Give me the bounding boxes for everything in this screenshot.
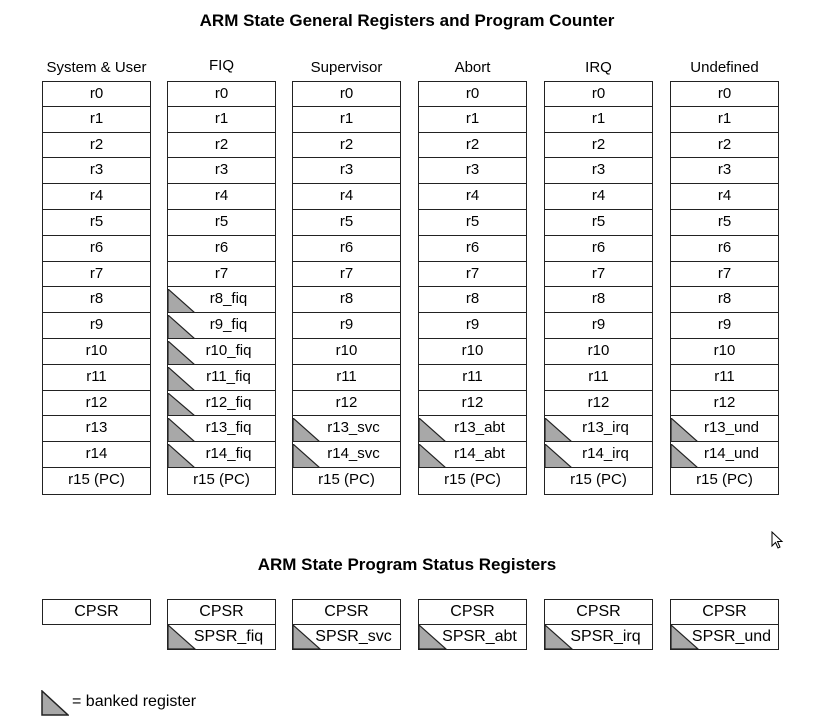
register-label: r8_fiq [209, 290, 248, 308]
register-label: r9 [89, 316, 104, 334]
register-label: r0 [591, 85, 606, 102]
register-cell [418, 106, 527, 134]
psr-label: SPSR_abt [442, 628, 517, 645]
register-label: r6 [717, 239, 732, 257]
register-label: r1 [89, 110, 104, 128]
banked-register-icon [545, 444, 573, 468]
register-label: r6 [339, 239, 354, 257]
register-label: r11 [462, 368, 483, 386]
register-cell [42, 209, 151, 237]
register-cell [418, 81, 527, 109]
register-cell [418, 132, 527, 159]
register-label: r13_irq [582, 419, 629, 437]
column-header: System & User [46, 59, 147, 76]
register-label: r15 (PC) [68, 471, 125, 489]
register-cell [42, 441, 151, 469]
register-label: r15 (PC) [318, 471, 375, 489]
register-label: r4 [339, 187, 354, 205]
register-cell [292, 183, 401, 211]
psr-label: CPSR [74, 603, 119, 620]
register-label: r2 [465, 136, 480, 154]
register-label: r2 [717, 136, 732, 154]
register-cell [670, 312, 779, 340]
register-label: r10 [85, 342, 108, 360]
register-label: r14_svc [327, 445, 380, 463]
register-label: r12 [85, 394, 108, 412]
register-cell [167, 338, 276, 366]
register-label: r15 (PC) [696, 471, 753, 489]
cpsr-cell [292, 599, 401, 625]
register-label: r14_und [703, 445, 760, 463]
banked-register-icon [168, 341, 196, 365]
register-cell [418, 157, 527, 185]
register-label: r11 [714, 368, 735, 386]
register-label: r5 [339, 213, 354, 231]
register-cell [167, 312, 276, 340]
register-cell [42, 338, 151, 366]
register-label: r13 [85, 419, 108, 437]
register-label: r13_fiq [205, 419, 252, 437]
register-cell [167, 183, 276, 211]
banked-register-icon [671, 444, 699, 468]
register-label: r10 [461, 342, 484, 360]
column-header: IRQ [585, 59, 612, 76]
register-cell [544, 415, 653, 443]
register-cell [42, 364, 151, 392]
register-cell [292, 467, 401, 495]
register-label: r7 [465, 265, 480, 283]
register-label: r11 [588, 368, 609, 386]
register-cell [544, 286, 653, 314]
banked-register-icon [168, 444, 196, 468]
register-cell [42, 132, 151, 159]
register-cell [167, 286, 276, 314]
register-label: r3 [465, 161, 480, 179]
register-cell [670, 338, 779, 366]
register-label: r7 [339, 265, 354, 283]
register-label: r10_fiq [205, 342, 252, 360]
register-label: r13_und [703, 419, 760, 437]
register-label: r7 [717, 265, 732, 283]
register-cell [670, 81, 779, 109]
register-label: r9 [591, 316, 606, 334]
register-label: r0 [717, 85, 732, 102]
register-label: r9_fiq [209, 316, 248, 334]
register-label: r9 [465, 316, 480, 334]
register-cell [418, 183, 527, 211]
spsr-cell [418, 624, 527, 650]
register-cell [42, 81, 151, 109]
register-cell [544, 157, 653, 185]
register-label: r6 [214, 239, 229, 257]
psr-label: SPSR_svc [315, 628, 392, 645]
psr-label: CPSR [576, 603, 621, 620]
legend-label: = banked register [72, 693, 197, 710]
register-cell [292, 106, 401, 134]
register-cell [670, 132, 779, 159]
column-header: Supervisor [310, 59, 383, 76]
register-label: r15 (PC) [444, 471, 501, 489]
register-cell [544, 106, 653, 134]
register-cell [292, 441, 401, 469]
register-label: r3 [89, 161, 104, 179]
register-label: r2 [339, 136, 354, 154]
register-label: r9 [717, 316, 732, 334]
register-cell [167, 106, 276, 134]
register-cell [418, 390, 527, 417]
register-cell [544, 338, 653, 366]
register-cell [670, 209, 779, 237]
register-label: r10 [335, 342, 358, 360]
banked-register-icon [545, 418, 573, 442]
register-label: r4 [214, 187, 229, 205]
register-label: r4 [89, 187, 104, 205]
register-label: r11 [336, 368, 357, 386]
register-cell [670, 390, 779, 417]
banked-register-icon [168, 367, 196, 391]
register-cell [292, 338, 401, 366]
register-cell [544, 390, 653, 417]
register-cell [544, 132, 653, 159]
register-label: r0 [89, 85, 104, 102]
register-label: r12 [713, 394, 736, 412]
psr-label: SPSR_fiq [193, 628, 264, 645]
register-cell [292, 132, 401, 159]
register-cell [167, 261, 276, 288]
register-cell [670, 183, 779, 211]
register-label: r15 (PC) [193, 471, 250, 489]
banked-register-icon [168, 418, 196, 442]
psr-label: CPSR [450, 603, 495, 620]
register-label: r6 [89, 239, 104, 257]
register-cell [292, 415, 401, 443]
register-cell [418, 415, 527, 443]
register-label: r5 [591, 213, 606, 231]
register-label: r10 [587, 342, 610, 360]
register-cell [544, 235, 653, 263]
register-label: r3 [214, 161, 229, 179]
register-label: r8 [465, 290, 480, 308]
register-cell [418, 467, 527, 495]
register-label: r7 [214, 265, 229, 283]
banked-register-icon [293, 418, 321, 442]
banked-register-icon [168, 289, 196, 313]
column-header: Abort [454, 59, 491, 76]
register-label: r3 [717, 161, 732, 179]
column-header: Undefined [690, 59, 759, 76]
register-label: r8 [339, 290, 354, 308]
psr-label: CPSR [199, 603, 244, 620]
register-cell [167, 390, 276, 417]
register-cell [292, 235, 401, 263]
register-cell [292, 364, 401, 392]
register-label: r13_svc [327, 419, 380, 437]
register-cell [42, 235, 151, 263]
register-label: r14_abt [454, 445, 505, 463]
banked-register-icon [545, 625, 573, 649]
register-cell [418, 286, 527, 314]
register-cell [42, 286, 151, 314]
register-label: r4 [591, 187, 606, 205]
mouse-cursor-icon [771, 531, 785, 551]
register-cell [670, 157, 779, 185]
register-cell [418, 312, 527, 340]
banked-register-icon [168, 393, 196, 416]
banked-register-icon [168, 315, 196, 339]
register-cell [544, 441, 653, 469]
register-label: r12_fiq [205, 394, 252, 412]
register-cell [167, 467, 276, 495]
spsr-cell [292, 624, 401, 650]
register-cell [42, 467, 151, 495]
register-label: r1 [591, 110, 606, 128]
banked-register-icon [293, 444, 321, 468]
register-cell [544, 183, 653, 211]
register-cell [544, 312, 653, 340]
psr-label: CPSR [702, 603, 747, 620]
register-label: r0 [214, 85, 229, 102]
register-cell [167, 132, 276, 159]
register-cell [670, 235, 779, 263]
register-cell [292, 312, 401, 340]
register-cell [670, 106, 779, 134]
register-label: r1 [339, 110, 354, 128]
register-label: r3 [339, 161, 354, 179]
banked-register-icon [671, 418, 699, 442]
register-cell [418, 235, 527, 263]
register-cell [42, 106, 151, 134]
register-label: r8 [717, 290, 732, 308]
register-label: r9 [339, 316, 354, 334]
register-label: r5 [465, 213, 480, 231]
banked-register-icon [419, 418, 447, 442]
register-label: r1 [717, 110, 732, 128]
register-cell [167, 415, 276, 443]
register-cell [418, 364, 527, 392]
cpsr-cell [544, 599, 653, 625]
register-label: r12 [461, 394, 484, 412]
spsr-cell [670, 624, 779, 650]
register-label: r12 [335, 394, 358, 412]
register-cell [42, 312, 151, 340]
register-label: r14 [85, 445, 108, 463]
spsr-cell [167, 624, 276, 650]
register-label: r11 [86, 368, 107, 386]
register-cell [42, 261, 151, 288]
register-cell [418, 261, 527, 288]
spsr-cell [544, 624, 653, 650]
register-cell [670, 364, 779, 392]
register-label: r12 [587, 394, 610, 412]
register-label: r7 [89, 265, 104, 283]
cpsr-cell [670, 599, 779, 625]
register-label: r5 [214, 213, 229, 231]
column-header: FIQ [209, 57, 234, 74]
register-cell [167, 81, 276, 109]
register-cell [42, 183, 151, 211]
register-label: r6 [465, 239, 480, 257]
register-cell [292, 261, 401, 288]
register-cell [544, 209, 653, 237]
register-cell [292, 390, 401, 417]
register-label: r7 [591, 265, 606, 283]
register-cell [544, 467, 653, 495]
cpsr-cell [418, 599, 527, 625]
register-cell [670, 286, 779, 314]
register-cell [544, 81, 653, 109]
register-cell [670, 261, 779, 288]
register-label: r13_abt [454, 419, 505, 437]
psr-label: SPSR_irq [570, 628, 641, 645]
register-label: r6 [591, 239, 606, 257]
register-cell [418, 209, 527, 237]
register-cell [42, 415, 151, 443]
psr-label: CPSR [324, 603, 369, 620]
register-cell [167, 209, 276, 237]
register-label: r0 [465, 85, 480, 102]
register-label: r8 [591, 290, 606, 308]
register-cell [670, 441, 779, 469]
register-label: r2 [89, 136, 104, 154]
register-cell [670, 467, 779, 495]
register-cell [42, 390, 151, 417]
register-label: r3 [591, 161, 606, 179]
register-cell [292, 81, 401, 109]
cpsr-cell [167, 599, 276, 625]
banked-register-icon [168, 625, 196, 649]
register-label: r2 [591, 136, 606, 154]
register-label: r8 [89, 290, 104, 308]
register-label: r4 [465, 187, 480, 205]
register-label: r10 [713, 342, 736, 360]
register-label: r0 [339, 85, 354, 102]
register-cell [292, 209, 401, 237]
register-label: r5 [89, 213, 104, 231]
register-cell [42, 157, 151, 185]
register-cell [292, 157, 401, 185]
register-label: r4 [717, 187, 732, 205]
register-cell [167, 235, 276, 263]
register-cell [167, 157, 276, 185]
register-cell [670, 415, 779, 443]
banked-register-icon [419, 444, 447, 468]
psr-label: SPSR_und [691, 628, 772, 645]
register-label: r14_fiq [205, 445, 252, 463]
register-label: r15 (PC) [570, 471, 627, 489]
register-label: r5 [717, 213, 732, 231]
general-registers-title: ARM State General Registers and Program Counter [199, 11, 615, 30]
register-cell [418, 441, 527, 469]
register-cell [544, 364, 653, 392]
register-cell [544, 261, 653, 288]
cpsr-cell [42, 599, 151, 625]
register-cell [167, 364, 276, 392]
register-cell [292, 286, 401, 314]
register-cell [167, 441, 276, 469]
register-cell [418, 338, 527, 366]
register-label: r2 [214, 136, 229, 154]
register-label: r1 [214, 110, 229, 128]
register-label: r11_fiq [206, 368, 251, 386]
banked-triangle-icon [41, 690, 69, 716]
psr-title: ARM State Program Status Registers [257, 555, 557, 574]
register-label: r1 [465, 110, 480, 128]
register-label: r14_irq [582, 445, 629, 463]
